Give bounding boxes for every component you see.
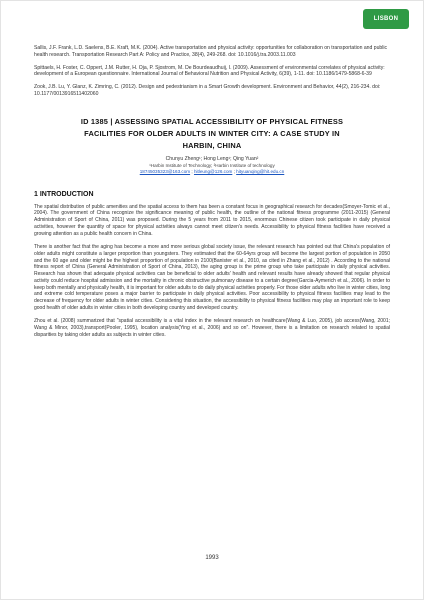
conference-logo xyxy=(363,9,409,29)
author-emails xyxy=(34,169,390,176)
page-content xyxy=(34,45,390,338)
paper-title-line: FACILITIES FOR OLDER ADULTS IN WINTER CITY: A CASE STUDY IN xyxy=(84,128,340,138)
conference-logo-text: LISBON xyxy=(373,16,399,22)
paper-authors: Chunyu Zheng¹; Hong Leng¹; Qing Yuan² xyxy=(165,155,259,162)
paper-title-line: HARBIN, CHINA xyxy=(182,140,242,150)
paper-title xyxy=(34,116,390,152)
reference-item: Sallis, J.F. Frank, L.D. Saelens, B.E. Kraft, M.K. (2004). Active transportation and physical activity: opportunities for collaboration on transportation and public health research. Transportation Research Part A: Policy and Practice, 38(4), 249-268. doi: 10.1016/j.tra.2003.11.003 xyxy=(34,45,388,58)
body-paragraph: There is another fact that the aging has become a more and more serious global society issue, the relevant research has pointed out that China's population of older adults might constitute a larger proportion than youngsters. They estimated that the 60-64yrs group will become the largest portion of population in 2050 and the 60 age and older might be the highest proportion of population in 2100(Banister et al., 2010, as cited in Zhang et al., 2012) . According to the national fitness report of China (General Administration of Sport of China, 2013), the aging group is the prime group who take participate in daily physical activities. Research has shown that adequate physical activities can be beneficial to older adults' health and relevant results have already showed that regular physical activity could reduce hospital admission and the mortality in chronic obstructive pulmonary disease to a certain degree(Garcia-Aymerich et al., 2006). In order to keep both mentally and physically health, it is important for older adults to do daily physical activities properly. For those older adults who live in winter cities, long and extreme cold temperature poses a major barrier to participate in daily physical activities. Poor accessibility to physical fitness facilities may lead to the decrease of frequency for older adults in winter cities. Considering this situation, the accessibility to physical fitness facilities may play an important role to keep good health of older adults in winter cities in both developing country and developed country. xyxy=(34,244,390,311)
paper-title-line: ID 1385 | ASSESSING SPATIAL ACCESSIBILITY OF PHYSICAL FITNESS xyxy=(80,116,344,126)
body-paragraph: The spatial distribution of public amenities and the spatial access to them has been a constant focus in geographical research for decades(Smoyer-Tomic et al., 2004). The government of China recognize the significance meaning of public health, the outline of the national fitness programme (2011-2015) (General Administration of Sport of China, 2011) was proposed. During the 5 years from 2011 to 2015, enormous Chinese citizen took participate in daily physical activities, however the quantity of space for physical activities always cannot meet citizen's needs. Accessibility to physical fitness facilities have received a growing attention as a public health concern in China. xyxy=(34,203,390,237)
email-link[interactable]: hitleung@126.com xyxy=(193,169,233,175)
email-link[interactable]: hityuanqing@hit.edu.cn xyxy=(236,169,285,175)
email-separator: ; xyxy=(232,169,237,175)
page-number: 1993 xyxy=(205,555,219,561)
section-heading: 1 INTRODUCTION xyxy=(34,190,94,198)
email-separator: ; xyxy=(190,169,194,175)
body-paragraph: Zhou et al. (2008) summarized that "spatial accessibility is a vital index in the relevant research on healthcare(Wang & Luo, 2005), job access(Wang, 2001; Wang & Minor, 2003),transport(Pooler, 1995), location analysis(Ying et al., 2006) and so on". However, there is a limitation on research related to spatial disparities by taking older adults as subjects in winter cities. xyxy=(34,318,390,338)
paper-affiliations: ¹Harbin Institute of Technology; ²Harbin Institute of technology xyxy=(149,162,275,168)
email-link[interactable]: 18745035323@163.com xyxy=(139,169,191,175)
reference-item: Spittaels, H. Foster, C. Oppert, J.M. Rutter, H. Oja, P. Sjostrom, M. De Bourdeaudhuij, I. (2009). Assessment of environmental correlates of physical activity: development of a European questionnaire. International Journal of Behavioral Nutrition and Physical Activity, 6(39), 1-11. doi: 10.1186/1479-5868-6-39 xyxy=(34,64,385,78)
reference-item: Zook, J.B. Lu, Y. Glanz, K. Zimring, C. (2012). Design and pedestrianism in a Smart Growth development. Environment and Behavior, 44(2), 216-234. doi: 10.1177/0013916511402060 xyxy=(34,84,381,97)
